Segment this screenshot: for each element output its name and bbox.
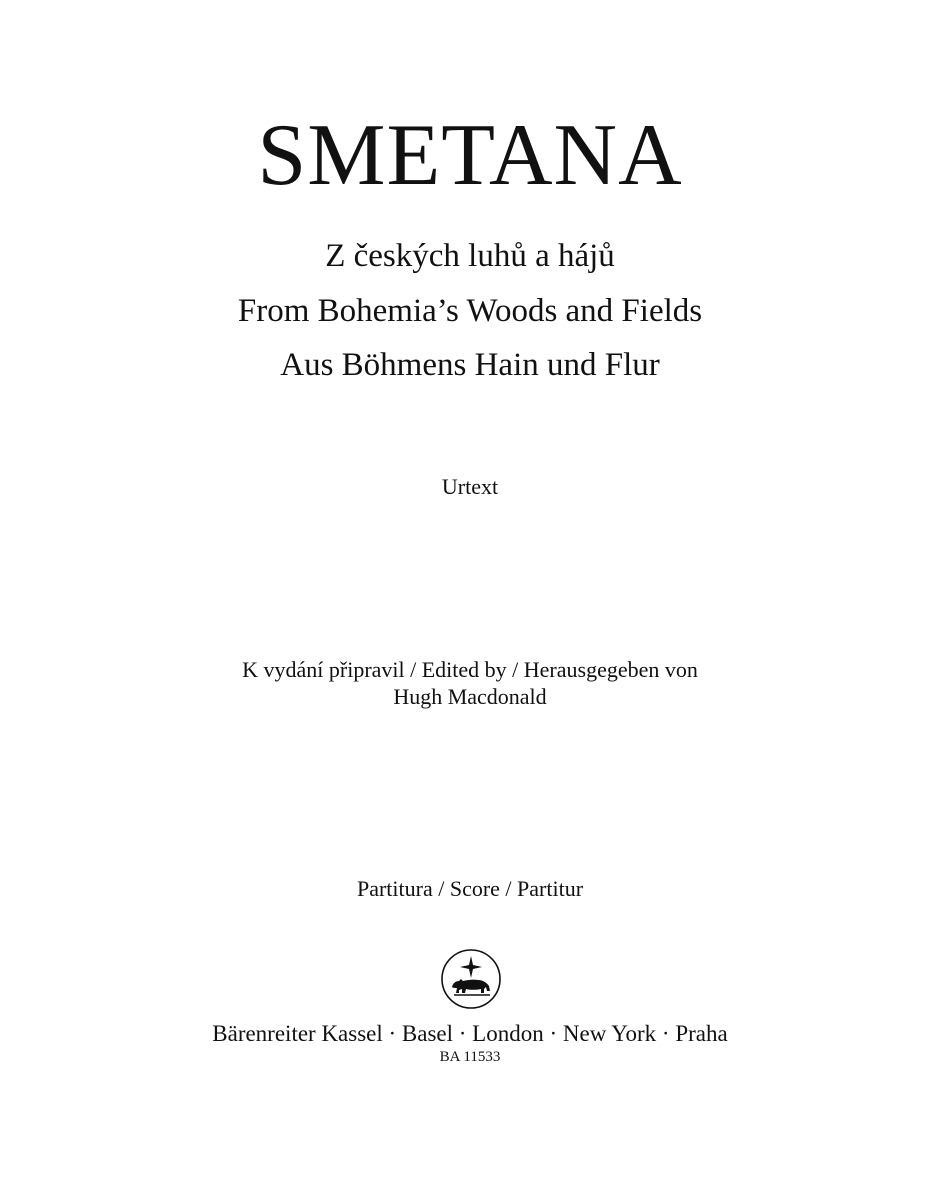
baerenreiter-bear-star-logo-icon — [440, 948, 502, 1010]
editor-name: Hugh Macdonald — [393, 684, 547, 709]
score-type: Partitura / Score / Partitur — [356, 876, 584, 901]
catalog-number: BA 11533 — [439, 1049, 501, 1065]
editor-roles: K vydání připravil / Edited by / Herausgegeben von — [242, 657, 698, 682]
title-czech: Z českých luhů a hájů — [325, 238, 615, 274]
title-german: Aus Böhmens Hain und Flur — [280, 347, 660, 383]
edition-type: Urtext — [441, 474, 499, 499]
publisher-cities: Bärenreiter Kassel · Basel · London · New York · Praha — [212, 1021, 728, 1046]
title-english: From Bohemia’s Woods and Fields — [237, 293, 703, 329]
composer-name: SMETANA — [257, 107, 683, 204]
